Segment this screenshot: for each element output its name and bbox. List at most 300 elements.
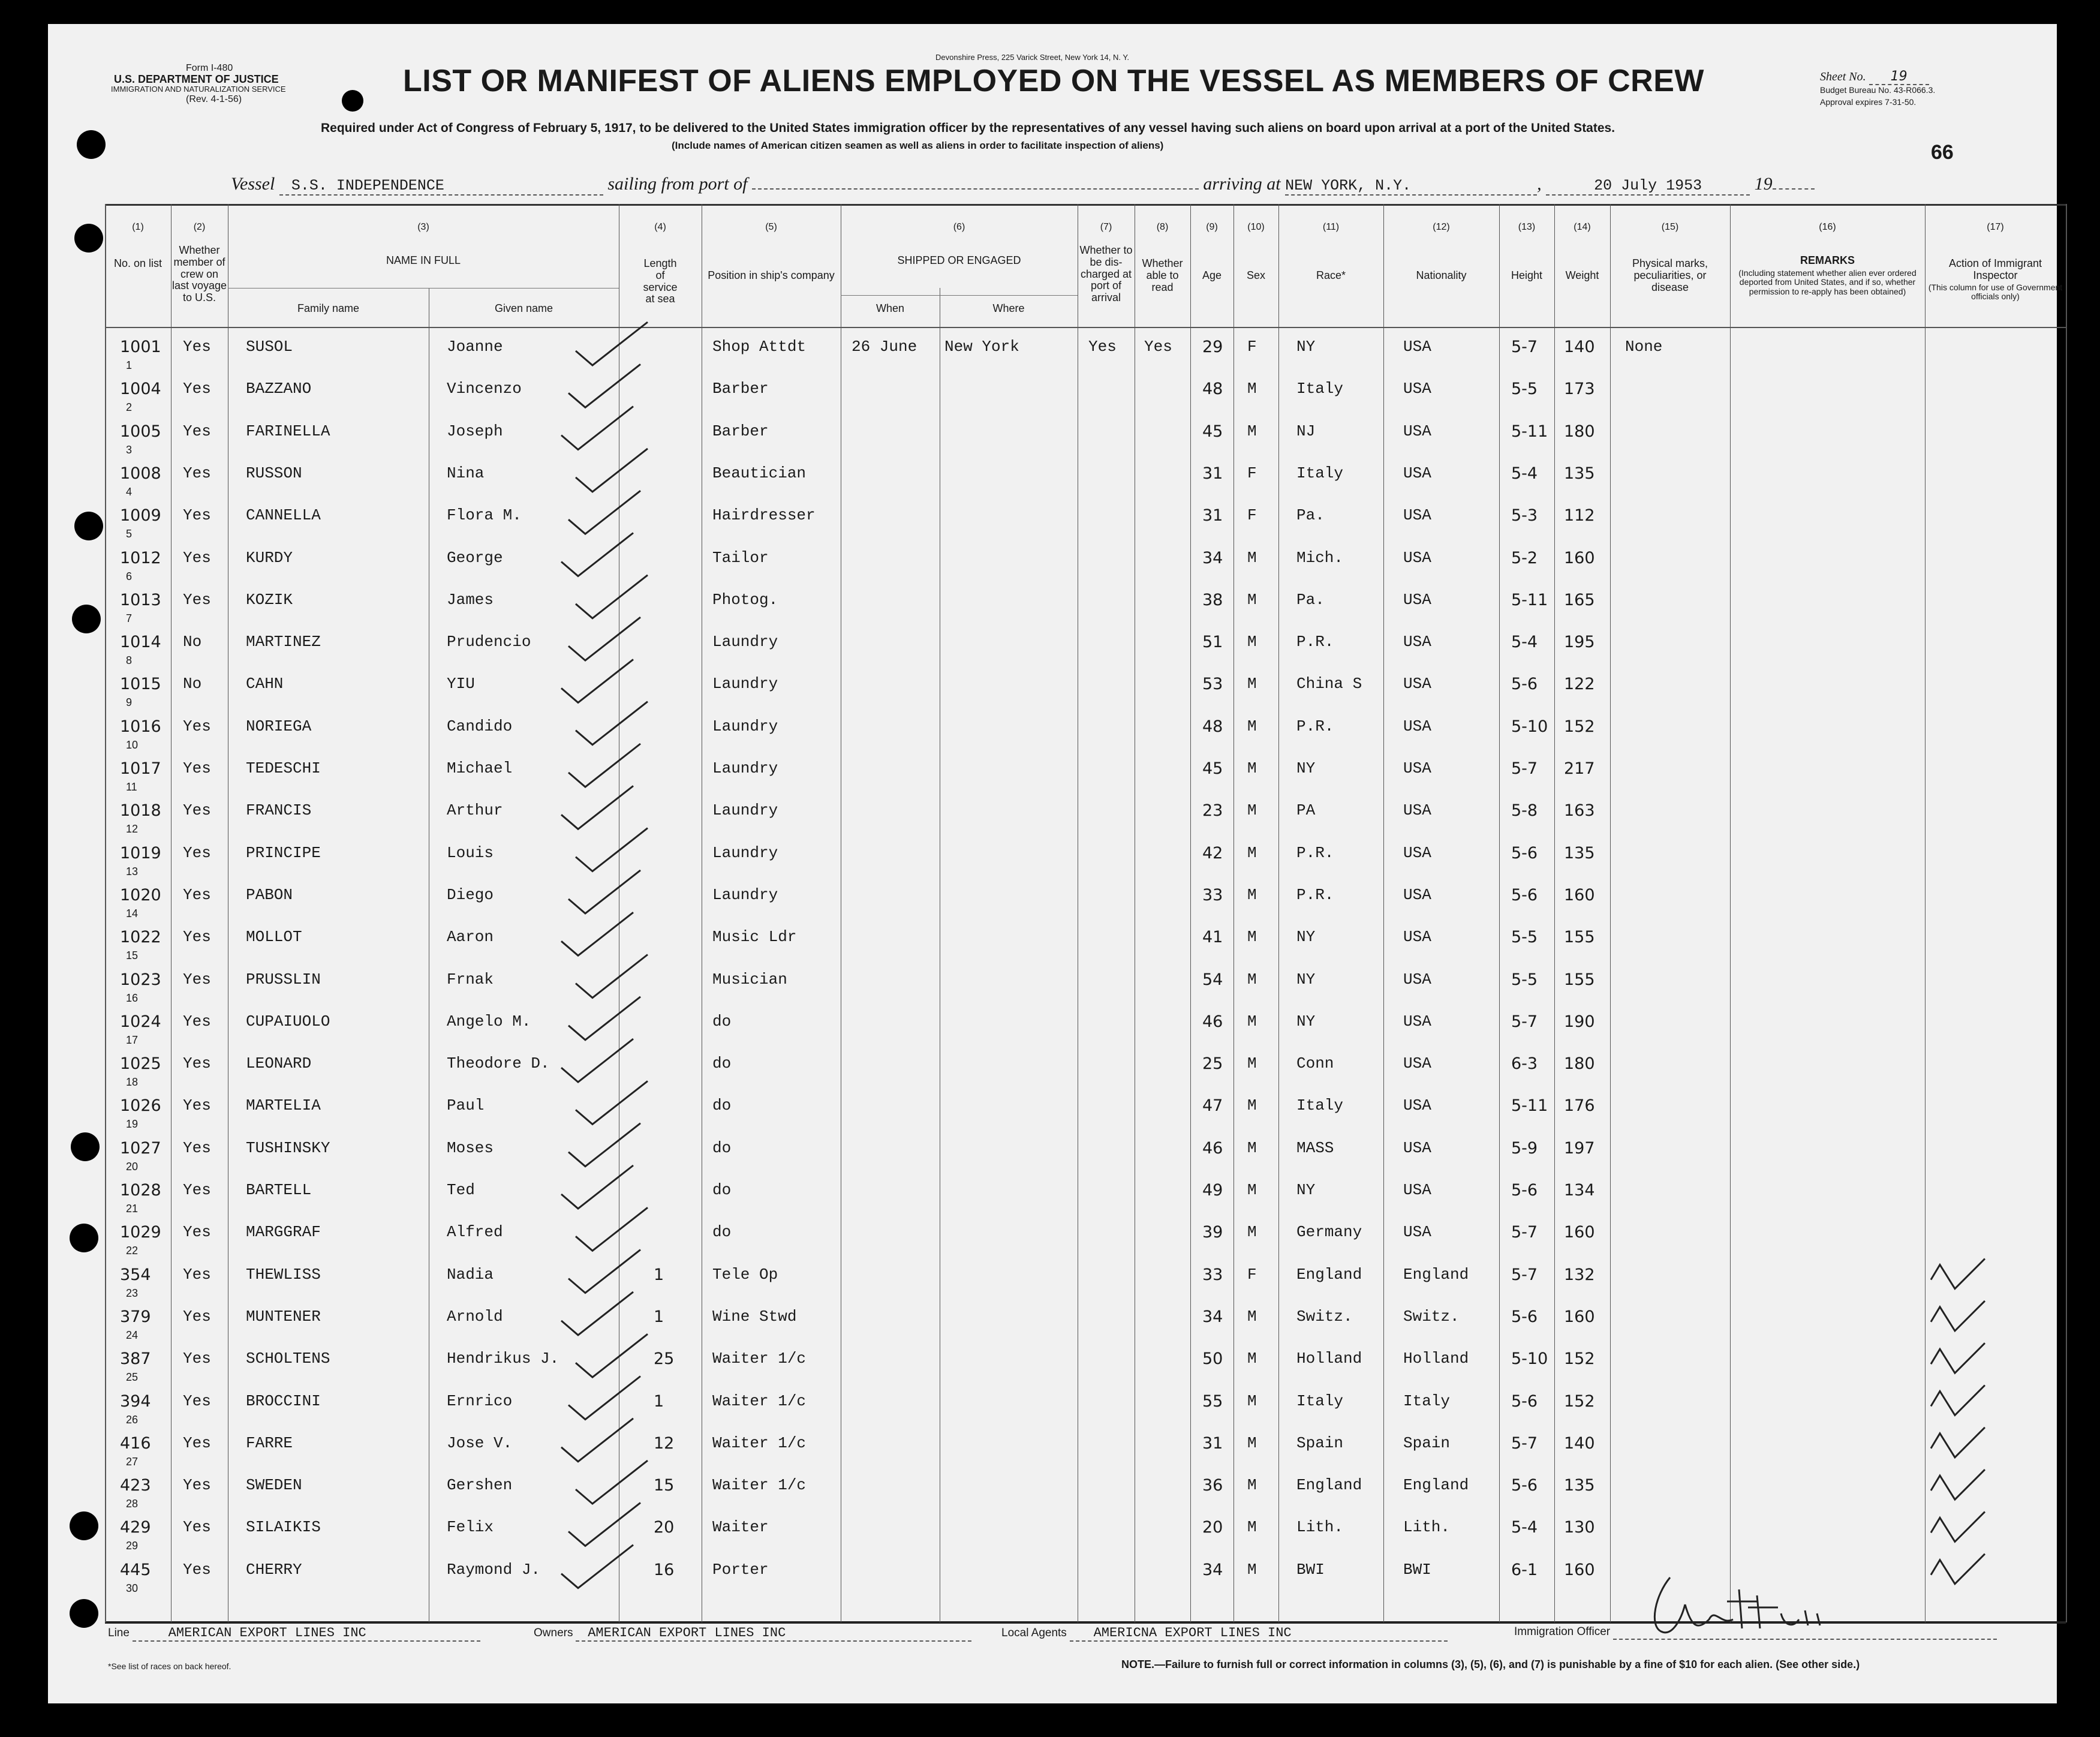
sex-cell: M (1247, 1138, 1257, 1157)
length-of-service-cell: 20 (654, 1518, 675, 1537)
column-separator (1278, 204, 1279, 1622)
given-name-cell: Nadia (447, 1265, 494, 1284)
nationality-cell: USA (1403, 548, 1431, 567)
position-cell: Waiter (712, 1518, 769, 1537)
race-cell: NY (1296, 970, 1316, 988)
no-on-list-cell: 1029 (120, 1223, 161, 1242)
race-cell: PA (1296, 801, 1316, 820)
family-name-cell: CANNELLA (246, 506, 321, 525)
family-name-cell: CHERRY (246, 1560, 302, 1579)
no-on-list-cell: 1012 (120, 548, 161, 567)
line-index: 14 (126, 907, 139, 919)
length-of-service-cell: 1 (654, 1392, 664, 1411)
position-cell: Beautician (712, 464, 807, 482)
family-name-cell: CUPAIUOLO (246, 1012, 330, 1030)
sheet-number (1820, 69, 1929, 85)
position-cell: Shop Attdt (712, 338, 807, 356)
col2-number: (2) (193, 222, 206, 232)
line-index: 23 (126, 1287, 139, 1299)
no-on-list-cell: 1009 (120, 506, 161, 525)
family-name-cell: FARINELLA (246, 422, 330, 440)
sex-cell: M (1247, 970, 1257, 988)
sex-cell: M (1247, 801, 1257, 820)
position-cell: Laundry (712, 675, 778, 693)
crew-last-voyage-cell: Yes (183, 1518, 211, 1537)
line-index: 3 (126, 443, 133, 456)
line-index: 27 (126, 1455, 139, 1468)
age-cell: 39 (1202, 1223, 1223, 1242)
family-name-cell: BARTELL (246, 1181, 312, 1199)
height-cell: 5-6 (1511, 843, 1538, 863)
sex-cell: M (1247, 928, 1257, 946)
column-separator (1190, 204, 1191, 1622)
weight-cell: 135 (1564, 843, 1595, 863)
nationality-cell: Spain (1403, 1434, 1451, 1452)
age-cell: 45 (1202, 759, 1223, 778)
department-name: U.S. DEPARTMENT OF JUSTICE (114, 73, 279, 85)
sex-cell: M (1247, 422, 1257, 440)
crew-last-voyage-cell: Yes (183, 1054, 211, 1073)
col8-number: (8) (1156, 222, 1169, 232)
no-on-list-cell: 1028 (120, 1181, 161, 1200)
no-on-list-cell: 1022 (120, 928, 161, 947)
age-cell: 34 (1202, 1307, 1223, 1326)
height-cell: 5-6 (1511, 1181, 1538, 1200)
shipped-where-cell: New York (944, 338, 1019, 356)
no-on-list-cell: 1004 (120, 380, 161, 399)
height-cell: 5-5 (1511, 928, 1538, 947)
nationality-cell: USA (1403, 1054, 1431, 1073)
line-index: 26 (126, 1413, 139, 1426)
sex-cell: M (1247, 1054, 1257, 1073)
given-name-header: Given name (494, 302, 553, 314)
sex-cell: M (1247, 1096, 1257, 1115)
race-cell: Conn (1296, 1054, 1334, 1073)
line-index: 10 (126, 738, 139, 751)
age-cell: 33 (1202, 885, 1223, 904)
given-name-cell: Flora M. (447, 506, 522, 525)
given-name-cell: Raymond J. (447, 1560, 541, 1579)
given-name-cell: Joanne (447, 338, 503, 356)
race-cell: P.R. (1296, 633, 1334, 651)
no-on-list-cell: 1008 (120, 464, 161, 483)
line-index: 9 (126, 696, 133, 709)
when-header: When (875, 302, 905, 314)
nationality-cell: USA (1403, 1012, 1431, 1030)
family-name-cell: MOLLOT (246, 928, 302, 946)
weight-cell: 176 (1564, 1096, 1595, 1116)
age-cell: 25 (1202, 1054, 1223, 1074)
line-index: 17 (126, 1033, 139, 1046)
sex-cell: M (1247, 1434, 1257, 1452)
no-on-list-cell: 1018 (120, 801, 161, 821)
vessel-label: Vessel (231, 174, 275, 194)
given-name-cell: George (447, 548, 503, 567)
given-name-cell: Hendrikus J. (447, 1350, 559, 1368)
crew-last-voyage-cell: Yes (183, 1476, 211, 1495)
weight-cell: 197 (1564, 1138, 1595, 1158)
position-cell: Barber (712, 380, 769, 398)
line-index: 19 (126, 1118, 139, 1131)
weight-cell: 155 (1564, 970, 1595, 989)
height-cell: 5-7 (1511, 338, 1538, 356)
no-on-list-cell: 354 (120, 1265, 151, 1284)
nationality-cell: USA (1403, 506, 1431, 525)
given-name-cell: Diego (447, 885, 494, 904)
col15-number: (15) (1661, 222, 1679, 232)
height-cell: 5-4 (1511, 1518, 1538, 1537)
crew-last-voyage-cell: Yes (183, 717, 211, 735)
position-cell: Waiter 1/c (712, 1392, 807, 1410)
family-name-cell: PRUSSLIN (246, 970, 321, 988)
position-cell: Laundry (712, 843, 778, 862)
given-name-cell: Joseph (447, 422, 503, 440)
race-cell: NY (1296, 928, 1316, 946)
crew-last-voyage-cell: Yes (183, 1307, 211, 1326)
sex-cell: M (1247, 675, 1257, 693)
line-index: 7 (126, 612, 133, 624)
given-name-cell: Vincenzo (447, 380, 522, 398)
family-name-header: Family name (297, 302, 360, 314)
given-name-cell: James (447, 590, 494, 609)
col13-number: (13) (1518, 222, 1536, 232)
arriving-label: arriving at (1203, 174, 1281, 194)
nationality-cell: England (1403, 1476, 1469, 1495)
arrival-date: 20 July 1953 (1546, 177, 1750, 196)
revision: (Rev. 4-1-56) (186, 94, 242, 104)
height-cell: 5-6 (1511, 1307, 1538, 1326)
no-on-list-cell: 1013 (120, 590, 161, 609)
length-of-service-cell: 25 (654, 1350, 675, 1369)
subtitle-note: (Include names of American citizen seamen as well as aliens in order to facilitate inspection of aliens) (672, 140, 1164, 151)
age-cell: 50 (1202, 1350, 1223, 1369)
no-on-list-cell: 1026 (120, 1096, 161, 1116)
line-index: 29 (126, 1540, 139, 1552)
col3-number: (3) (417, 222, 429, 232)
position-cell: do (712, 1181, 732, 1199)
position-cell: do (712, 1054, 732, 1073)
line-index: 30 (126, 1582, 139, 1594)
nationality-cell: USA (1403, 1223, 1431, 1242)
race-cell: England (1296, 1476, 1362, 1495)
races-note: *See list of races on back hereof. (108, 1661, 231, 1671)
age-cell: 31 (1202, 506, 1223, 525)
position-cell: do (712, 1138, 732, 1157)
form-title: LIST OR MANIFEST OF ALIENS EMPLOYED ON THE VESSEL AS MEMBERS OF CREW (403, 64, 1704, 98)
age-cell: 31 (1202, 1434, 1223, 1453)
crew-last-voyage-cell: No (183, 675, 202, 693)
race-cell: NY (1296, 759, 1316, 777)
height-cell: 5-6 (1511, 885, 1538, 904)
height-cell: 5-10 (1511, 1350, 1548, 1369)
line-index: 15 (126, 949, 139, 962)
no-on-list-cell: 1017 (120, 759, 161, 778)
position-cell: Photog. (712, 590, 778, 609)
manifest-sheet (48, 24, 2063, 1703)
no-on-list-cell: 445 (120, 1560, 151, 1579)
line-index: 20 (126, 1160, 139, 1173)
age-cell: 46 (1202, 1012, 1223, 1031)
no-on-list-cell: 1020 (120, 885, 161, 904)
height-cell: 6-3 (1511, 1054, 1538, 1074)
crew-last-voyage-cell: Yes (183, 885, 211, 904)
line-index: 25 (126, 1371, 139, 1384)
crew-last-voyage-cell: Yes (183, 1138, 211, 1157)
length-of-service-cell: 15 (654, 1476, 675, 1495)
nationality-cell: BWI (1403, 1560, 1431, 1579)
officer-signature (1637, 1559, 1853, 1649)
height-cell: 5-10 (1511, 717, 1548, 736)
punch-hole (342, 90, 363, 112)
sex-cell: F (1247, 464, 1257, 482)
race-cell: BWI (1296, 1560, 1325, 1579)
agents-label: Local Agents (1001, 1627, 1067, 1639)
weight-cell: 165 (1564, 590, 1595, 609)
sex-cell: M (1247, 1518, 1257, 1537)
nationality-cell: USA (1403, 801, 1431, 820)
family-name-cell: SWEDEN (246, 1476, 302, 1495)
race-cell: Holland (1296, 1350, 1362, 1368)
height-cell: 6-1 (1511, 1560, 1538, 1579)
crew-last-voyage-cell: Yes (183, 928, 211, 946)
service-name: IMMIGRATION AND NATURALIZATION SERVICE (111, 85, 286, 94)
col8-header: Whether able to read (1142, 257, 1183, 293)
sex-cell: F (1247, 338, 1257, 356)
budget-number: Budget Bureau No. 43-R066.3. (1820, 85, 1936, 95)
sex-cell: M (1247, 1392, 1257, 1410)
age-cell: 45 (1202, 422, 1223, 441)
sex-cell: M (1247, 1223, 1257, 1242)
nationality-cell: USA (1403, 380, 1431, 398)
position-cell: Barber (712, 422, 769, 440)
weight-cell: 135 (1564, 464, 1595, 483)
no-on-list-cell: 1024 (120, 1012, 161, 1031)
crew-last-voyage-cell: Yes (183, 338, 211, 356)
weight-cell: 152 (1564, 717, 1595, 736)
crew-last-voyage-cell: Yes (183, 380, 211, 398)
position-cell: Music Ldr (712, 928, 797, 946)
given-name-cell: YIU (447, 675, 475, 693)
column-separator (1730, 204, 1731, 1622)
race-cell: P.R. (1296, 843, 1334, 862)
position-cell: Tele Op (712, 1265, 778, 1284)
crew-last-voyage-cell: Yes (183, 422, 211, 440)
age-cell: 38 (1202, 590, 1223, 609)
weight-cell: 152 (1564, 1392, 1595, 1411)
race-cell: Spain (1296, 1434, 1344, 1452)
no-on-list-cell: 416 (120, 1434, 151, 1453)
col15-header: Physical marks, peculiarities, or disease (1632, 257, 1708, 293)
height-cell: 5-2 (1511, 548, 1538, 567)
race-cell: Italy (1296, 380, 1344, 398)
family-name-cell: PABON (246, 885, 293, 904)
age-cell: 36 (1202, 1476, 1223, 1495)
col9-header: Age (1202, 269, 1222, 281)
race-cell: P.R. (1296, 885, 1334, 904)
weight-cell: 160 (1564, 548, 1595, 567)
family-name-cell: BAZZANO (246, 380, 312, 398)
punch-hole (74, 512, 103, 540)
col14-number: (14) (1574, 222, 1591, 232)
position-cell: Musician (712, 970, 787, 988)
family-name-cell: LEONARD (246, 1054, 312, 1073)
given-name-cell: Arnold (447, 1307, 503, 1326)
age-cell: 53 (1202, 675, 1223, 694)
height-cell: 5-5 (1511, 380, 1538, 399)
position-cell: Laundry (712, 801, 778, 820)
nationality-cell: Holland (1403, 1350, 1469, 1368)
nationality-cell: USA (1403, 759, 1431, 777)
col17-note: (This column for use of Government officials only) (1928, 283, 2063, 302)
race-cell: NY (1296, 1181, 1316, 1199)
family-name-cell: BROCCINI (246, 1392, 321, 1410)
race-cell: NY (1296, 1012, 1316, 1030)
line-index: 13 (126, 865, 139, 877)
crew-last-voyage-cell: Yes (183, 1392, 211, 1410)
race-cell: Pa. (1296, 590, 1325, 609)
col10-number: (10) (1247, 222, 1265, 232)
punch-hole (70, 1224, 98, 1252)
agents-value: AMERICNA EXPORT LINES INC (1070, 1625, 1448, 1642)
col7-number: (7) (1100, 222, 1112, 232)
weight-cell: 112 (1564, 506, 1595, 525)
weight-cell: 160 (1564, 885, 1595, 904)
crew-last-voyage-cell: Yes (183, 801, 211, 820)
nationality-cell: USA (1403, 675, 1431, 693)
physical-marks-cell: None (1625, 338, 1663, 356)
crew-last-voyage-cell: Yes (183, 590, 211, 609)
line-index: 11 (126, 781, 137, 793)
col5-header: Position in ship's company (708, 269, 835, 281)
family-name-cell: FRANCIS (246, 801, 312, 820)
weight-cell: 180 (1564, 1054, 1595, 1074)
height-cell: 5-7 (1511, 1265, 1538, 1284)
col17-header: Action of Immigrant Inspector (1948, 257, 2042, 281)
weight-cell: 160 (1564, 1307, 1595, 1326)
length-of-service-cell: 1 (654, 1307, 664, 1326)
where-header: Where (992, 302, 1025, 314)
col16-note: (Including statement whether alien ever ordered deported from United States, and if so, whether permission to re-apply has been obtained) (1738, 268, 1917, 296)
weight-cell: 217 (1564, 759, 1595, 778)
punch-hole (70, 1599, 98, 1628)
no-on-list-cell: 1025 (120, 1054, 161, 1074)
shipped-when-cell: 26 June (852, 338, 917, 356)
age-cell: 46 (1202, 1138, 1223, 1158)
col4-header: Length of service at sea (643, 257, 678, 305)
race-cell: Italy (1296, 1096, 1344, 1115)
age-cell: 23 (1202, 801, 1223, 821)
crew-last-voyage-cell: No (183, 633, 202, 651)
punch-hole (70, 1511, 98, 1540)
age-cell: 48 (1202, 380, 1223, 399)
line-value: AMERICAN EXPORT LINES INC (133, 1625, 480, 1642)
height-cell: 5-5 (1511, 970, 1538, 989)
weight-cell: 190 (1564, 1012, 1595, 1031)
nationality-cell: USA (1403, 338, 1431, 356)
position-cell: Waiter 1/c (712, 1476, 807, 1495)
nationality-cell: USA (1403, 885, 1431, 904)
weight-cell: 130 (1564, 1518, 1595, 1537)
family-name-cell: TUSHINSKY (246, 1138, 330, 1157)
col1-header: No. on list (113, 257, 163, 269)
given-name-cell: Angelo M. (447, 1012, 531, 1030)
no-on-list-cell: 1016 (120, 717, 161, 736)
given-name-cell: Louis (447, 843, 494, 862)
col6-header: SHIPPED OR ENGAGED (897, 254, 1021, 266)
sex-cell: M (1247, 717, 1257, 735)
age-cell: 33 (1202, 1265, 1223, 1284)
age-cell: 47 (1202, 1096, 1223, 1116)
race-cell: Switz. (1296, 1307, 1353, 1326)
voyage-line: Vessel S.S. INDEPENDENCE sailing from port of arriving at NEW YORK, N.Y. , 20 July 1953 19 (231, 174, 1815, 196)
col5-number: (5) (765, 222, 777, 232)
col16-number: (16) (1819, 222, 1836, 232)
footer-owners (534, 1625, 971, 1642)
line-index: 16 (126, 991, 139, 1004)
age-cell: 55 (1202, 1392, 1223, 1411)
given-name-cell: Prudencio (447, 633, 531, 651)
crew-last-voyage-cell: Yes (183, 1181, 211, 1199)
family-name-cell: SUSOL (246, 338, 293, 356)
position-cell: Laundry (712, 633, 778, 651)
no-on-list-cell: 423 (120, 1476, 151, 1495)
race-cell: China S (1296, 675, 1362, 693)
line-index: 6 (126, 570, 133, 582)
column-separator (1383, 204, 1384, 1622)
crew-last-voyage-cell: Yes (183, 1223, 211, 1242)
age-cell: 49 (1202, 1181, 1223, 1200)
given-name-cell: Michael (447, 759, 513, 777)
weight-cell: 160 (1564, 1560, 1595, 1579)
punch-hole (77, 130, 106, 159)
crew-last-voyage-cell: Yes (183, 1012, 211, 1030)
given-name-cell: Moses (447, 1138, 494, 1157)
weight-cell: 155 (1564, 928, 1595, 947)
weight-cell: 122 (1564, 675, 1595, 694)
weight-cell: 195 (1564, 633, 1595, 652)
nationality-cell: Lith. (1403, 1518, 1451, 1537)
year-suffix: 19 (1754, 174, 1773, 194)
no-on-list-cell: 387 (120, 1350, 151, 1369)
penalty-note: NOTE.—Failure to furnish full or correct information in columns (3), (5), (6), and (7) is punishable by a fine of $10 for each alien. (See other side.) (1121, 1658, 1860, 1670)
family-name-cell: MARTINEZ (246, 633, 321, 651)
nationality-cell: USA (1403, 1138, 1431, 1157)
footer-agents (1001, 1625, 1448, 1642)
column-separator (171, 204, 172, 1622)
height-cell: 5-6 (1511, 1392, 1538, 1411)
line-index: 24 (126, 1329, 139, 1341)
position-cell: Laundry (712, 885, 778, 904)
sex-cell: M (1247, 1476, 1257, 1495)
crew-last-voyage-cell: Yes (183, 970, 211, 988)
nationality-cell: USA (1403, 928, 1431, 946)
weight-cell: 140 (1564, 1434, 1595, 1453)
height-cell: 5-4 (1511, 633, 1538, 652)
sex-cell: M (1247, 590, 1257, 609)
family-name-cell: NORIEGA (246, 717, 312, 735)
no-on-list-cell: 1015 (120, 675, 161, 694)
family-name-cell: FARRE (246, 1434, 293, 1452)
col6-number: (6) (953, 222, 965, 232)
line-index: 28 (126, 1498, 139, 1510)
crew-last-voyage-cell: Yes (183, 1096, 211, 1115)
owners-label: Owners (534, 1627, 573, 1639)
family-name-cell: THEWLISS (246, 1265, 321, 1284)
sex-cell: F (1247, 506, 1257, 525)
no-on-list-cell: 1023 (120, 970, 161, 989)
position-cell: Laundry (712, 717, 778, 735)
crew-last-voyage-cell: Yes (183, 506, 211, 525)
